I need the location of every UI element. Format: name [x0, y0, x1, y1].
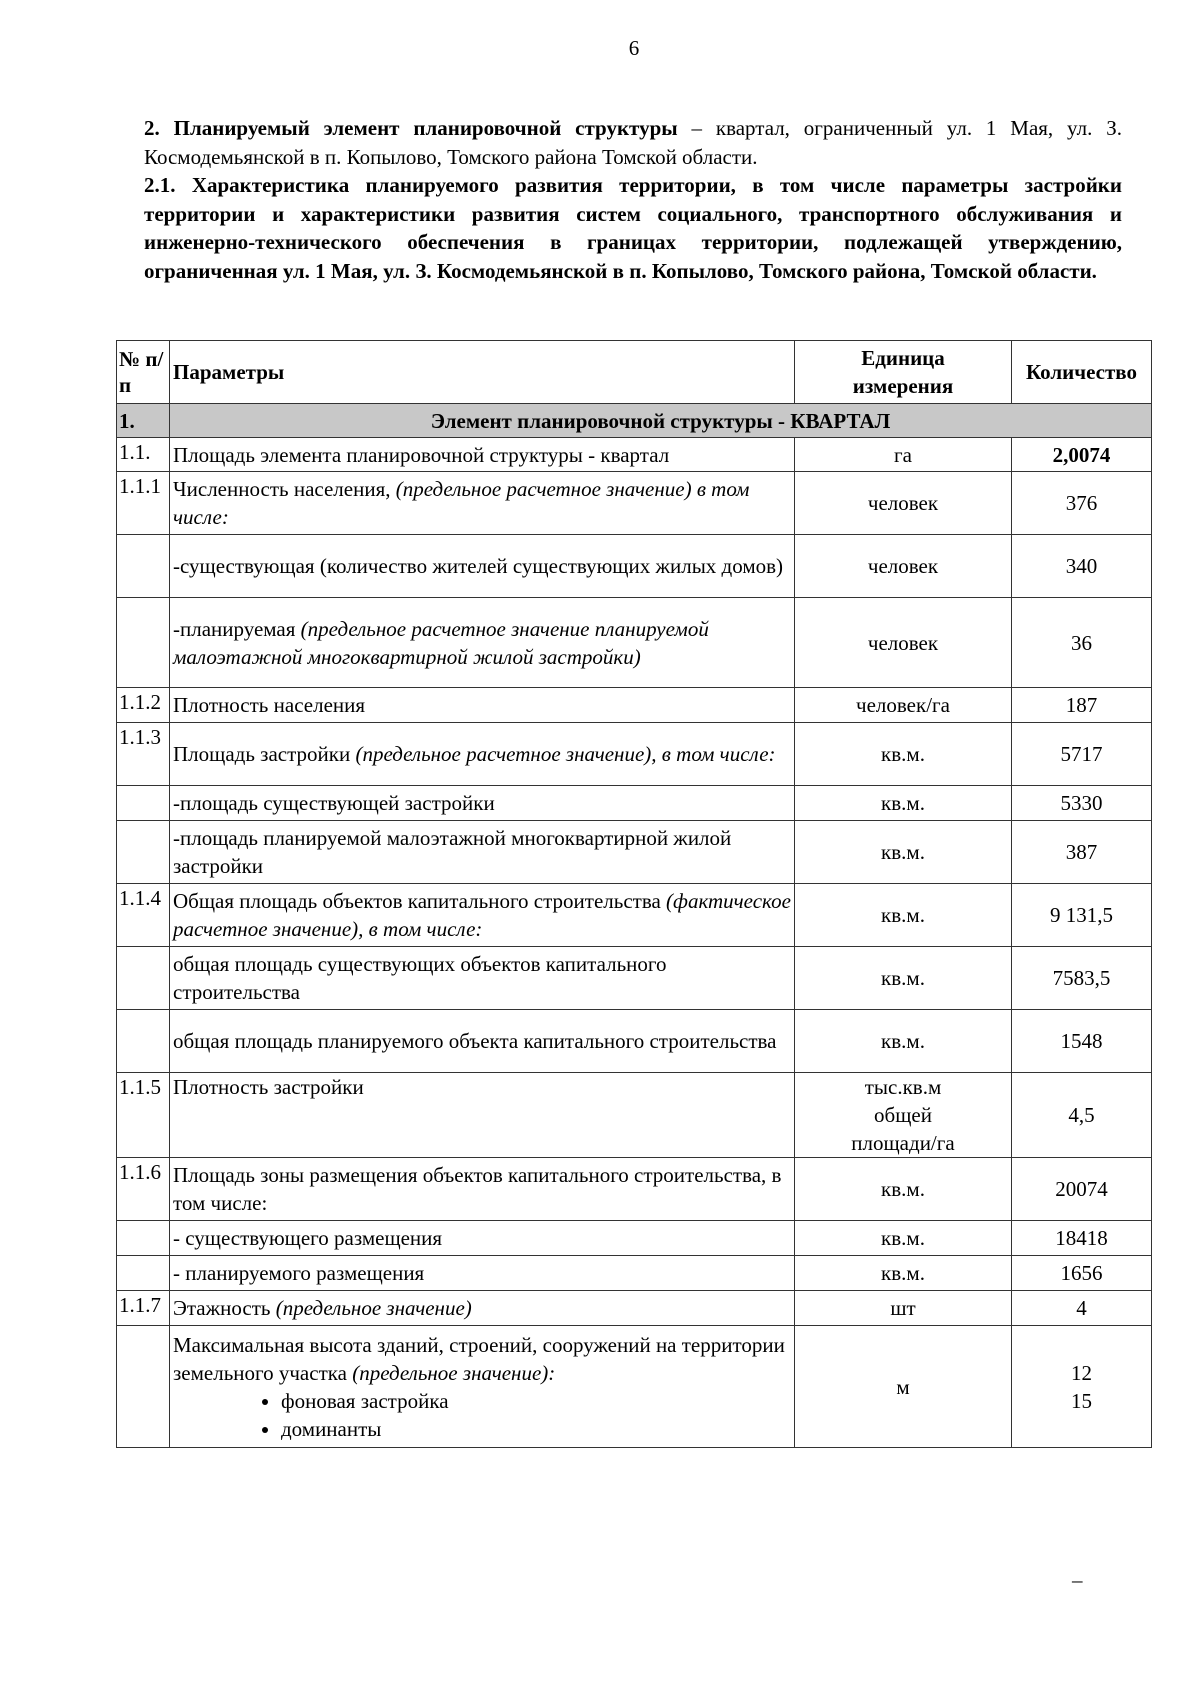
table-row	[117, 1010, 1152, 1073]
row-unit: тыс.кв.м общей площади/га	[795, 1073, 1012, 1158]
row-no	[117, 1256, 170, 1291]
row-no	[117, 1221, 170, 1256]
row-qty: 36	[1012, 598, 1152, 688]
footer-mark: –	[1072, 1568, 1083, 1592]
table-row	[117, 821, 1152, 884]
row-param	[170, 1256, 795, 1291]
row-param	[170, 723, 795, 786]
row-qty: 1548	[1012, 1010, 1152, 1073]
table-row	[117, 723, 1152, 786]
row-no	[117, 947, 170, 1010]
param-text: -площадь планируемой малоэтажной многоквартирной жилой застройки	[173, 826, 732, 878]
row-unit: кв.м.	[795, 947, 1012, 1010]
row-param	[170, 821, 795, 884]
subsection-title: 2.1. Характеристика планируемого развития территории, в том числе параметры застройки территории и характеристики развития систем социального, транспортного обслуживания и инженерно-технического обеспечения в границах территории, подлежащей утверждению, ограниченная ул. 1 Мая, ул. З. Космодемьянской в п. Копылово, Томского района, Томской области.	[144, 173, 1122, 283]
row-param	[170, 1158, 795, 1221]
param-text: -существующая (количество жителей существующих жилых домов)	[173, 554, 784, 578]
table-row	[117, 472, 1152, 535]
row-param	[170, 786, 795, 821]
row-no: 1.1.2	[117, 688, 170, 723]
section-row	[117, 404, 1152, 438]
param-note: (фактическое расчетное значение), в том числе:	[173, 889, 791, 941]
row-unit: кв.м.	[795, 821, 1012, 884]
param-note: (предельное расчетное значение), в том числе:	[350, 742, 776, 766]
qty-background: 12	[1071, 1360, 1092, 1385]
row-unit: кв.м.	[795, 1010, 1012, 1073]
table-row	[117, 438, 1152, 472]
param-text: - планируемого размещения	[173, 1261, 425, 1285]
table-row	[117, 688, 1152, 723]
param-text: Плотность застройки	[173, 1075, 364, 1099]
param-text: Этажность	[173, 1296, 271, 1320]
row-qty: 387	[1012, 821, 1152, 884]
table-row	[117, 786, 1152, 821]
row-unit: кв.м.	[795, 1256, 1012, 1291]
row-unit: человек	[795, 535, 1012, 598]
row-param	[170, 1326, 795, 1448]
row-qty: 4	[1012, 1291, 1152, 1326]
row-param	[170, 1010, 795, 1073]
row-unit: человек	[795, 472, 1012, 535]
row-param	[170, 947, 795, 1010]
param-text: - существующего размещения	[173, 1226, 443, 1250]
header-param: Параметры	[170, 341, 795, 404]
param-note: (предельное значение):	[346, 1360, 556, 1385]
row-no: 1.1.4	[117, 884, 170, 947]
row-no: 1.1.7	[117, 1291, 170, 1326]
param-text: Численность населения,	[173, 477, 391, 501]
list-item: • фоновая застройка	[281, 1387, 791, 1415]
param-text: общая площадь планируемого объекта капитального строительства	[173, 1029, 777, 1053]
element-location: – квартал, ограниченный ул. 1 Мая, ул. З. Космодемьянской в п. Копылово, Томского района Томской области.	[144, 116, 1122, 169]
row-unit: кв.м.	[795, 1221, 1012, 1256]
row-no: 1.1.5	[117, 1073, 170, 1158]
row-param	[170, 438, 795, 472]
row-qty: 7583,5	[1012, 947, 1152, 1010]
section-no: 1.	[117, 404, 170, 438]
row-no	[117, 821, 170, 884]
row-qty: 18418	[1012, 1221, 1152, 1256]
param-text: общая площадь существующих объектов капитального строительства	[173, 952, 667, 1004]
element-description	[144, 114, 1122, 171]
row-qty: 5330	[1012, 786, 1152, 821]
param-text: Максимальная высота зданий, строений, сооружений на территории земельного участка	[173, 1332, 785, 1385]
table-header	[117, 341, 1152, 404]
list-item: • доминанты	[281, 1415, 791, 1443]
row-unit: кв.м.	[795, 884, 1012, 947]
param-text: Общая площадь объектов капитального строительства	[173, 889, 661, 913]
qty-dominant: 15	[1071, 1388, 1092, 1413]
table-row	[117, 1326, 1152, 1448]
param-text: -планируемая	[173, 616, 296, 641]
param-text: Площадь элемента планировочной структуры - квартал	[173, 442, 670, 467]
row-qty: 4,5	[1012, 1073, 1152, 1158]
row-param	[170, 598, 795, 688]
row-unit: человек	[795, 598, 1012, 688]
row-qty: 5717	[1012, 723, 1152, 786]
row-no: 1.1.6	[117, 1158, 170, 1221]
row-qty: 2,0074	[1012, 438, 1152, 472]
table-row	[117, 1158, 1152, 1221]
param-note: (предельное расчетное значение) в том числе:	[173, 477, 750, 529]
table-row	[117, 884, 1152, 947]
table-row	[117, 1221, 1152, 1256]
row-param	[170, 1221, 795, 1256]
row-unit: кв.м.	[795, 723, 1012, 786]
row-unit: человек/га	[795, 688, 1012, 723]
row-qty: 9 131,5	[1012, 884, 1152, 947]
row-qty: 20074	[1012, 1158, 1152, 1221]
row-no: 1.1.1	[117, 472, 170, 535]
param-text: Площадь застройки	[173, 742, 351, 766]
row-no	[117, 1326, 170, 1448]
row-unit: кв.м.	[795, 1158, 1012, 1221]
section-heading	[144, 114, 1122, 285]
row-param	[170, 688, 795, 723]
table-row	[117, 1073, 1152, 1158]
row-unit: м	[795, 1326, 1012, 1448]
header-no: № п/п	[117, 341, 170, 404]
row-param	[170, 535, 795, 598]
row-unit: шт	[795, 1291, 1012, 1326]
table-row	[117, 1256, 1152, 1291]
row-param	[170, 884, 795, 947]
row-qty: 340	[1012, 535, 1152, 598]
row-unit: га	[795, 438, 1012, 472]
parameters-table	[116, 340, 1152, 1448]
row-qty	[1012, 1326, 1152, 1448]
element-title: 2. Планируемый элемент планировочной структуры	[144, 116, 678, 140]
row-no	[117, 598, 170, 688]
param-note: (предельное значение)	[270, 1296, 472, 1320]
row-qty: 1656	[1012, 1256, 1152, 1291]
row-no: 1.1.3	[117, 723, 170, 786]
param-text: Площадь зоны размещения объектов капитального строительства, в том числе:	[173, 1163, 782, 1215]
table-row	[117, 535, 1152, 598]
row-no	[117, 535, 170, 598]
row-no	[117, 1010, 170, 1073]
param-text: -площадь существующей застройки	[173, 791, 495, 815]
table-row	[117, 947, 1152, 1010]
table-row	[117, 1291, 1152, 1326]
row-no: 1.1.	[117, 438, 170, 472]
param-note: (предельное расчетное значение планируемой малоэтажной многоквартирной жилой застройки)	[173, 616, 709, 669]
row-qty: 187	[1012, 688, 1152, 723]
header-qty: Количество	[1012, 341, 1152, 404]
page-number: 6	[628, 36, 640, 60]
header-unit: Единица измерения	[795, 341, 1012, 404]
row-unit: кв.м.	[795, 786, 1012, 821]
row-param	[170, 1073, 795, 1158]
table-row	[117, 598, 1152, 688]
row-qty: 376	[1012, 472, 1152, 535]
row-param	[170, 472, 795, 535]
section-title: Элемент планировочной структуры - КВАРТАЛ	[170, 404, 1152, 438]
param-text: Плотность населения	[173, 693, 366, 717]
row-param	[170, 1291, 795, 1326]
row-no	[117, 786, 170, 821]
height-list	[173, 1387, 791, 1443]
